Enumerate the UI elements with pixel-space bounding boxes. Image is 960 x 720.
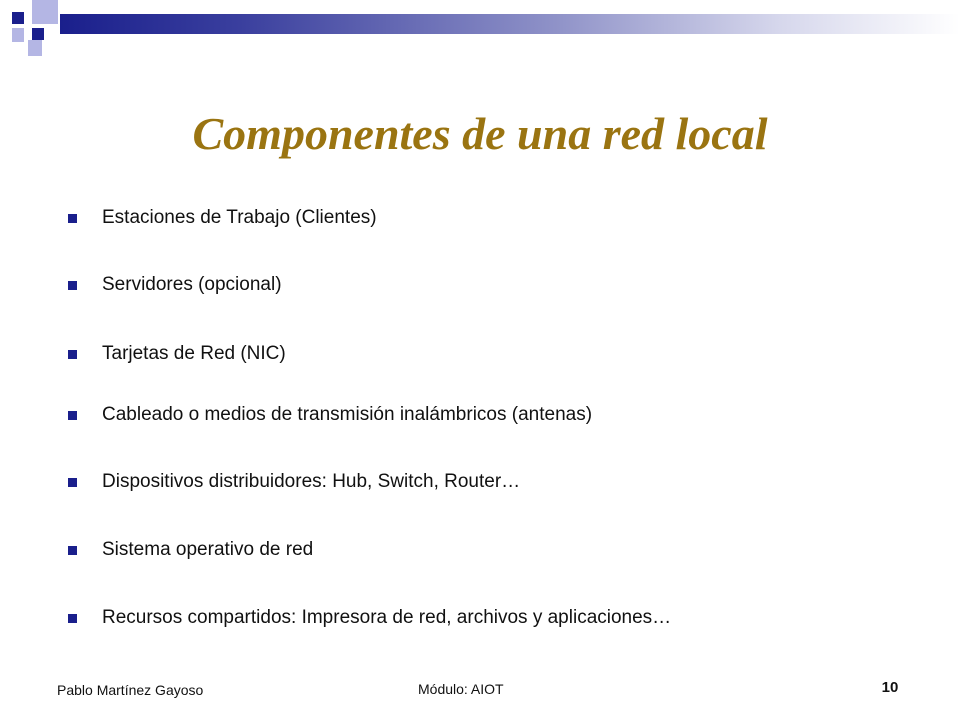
page-number: 10 — [881, 679, 899, 696]
square-bullet-icon — [68, 614, 77, 623]
bullet-item — [68, 400, 592, 430]
bullet-item — [68, 467, 520, 497]
bullet-text: Cableado o medios de transmisión inalámbricos (antenas) — [102, 404, 593, 425]
bullet-text: Estaciones de Trabajo (Clientes) — [102, 207, 377, 228]
bullet-text: Servidores (opcional) — [102, 274, 282, 295]
bullet-item — [68, 535, 313, 565]
bullet-text: Sistema operativo de red — [102, 539, 314, 560]
bullet-item — [68, 203, 377, 233]
bullet-item — [68, 270, 282, 300]
bullet-text: Tarjetas de Red (NIC) — [102, 343, 286, 364]
square-bullet-icon — [68, 350, 77, 359]
bullet-item — [68, 603, 671, 633]
bullet-text: Dispositivos distribuidores: Hub, Switch, Router… — [102, 471, 521, 492]
square-bullet-icon — [68, 546, 77, 555]
slide-title: Componentes de una red local — [192, 108, 768, 159]
square-bullet-icon — [68, 478, 77, 487]
bullet-text: Recursos compartidos: Impresora de red, archivos y aplicaciones… — [102, 607, 672, 628]
square-bullet-icon — [68, 214, 77, 223]
footer-module: Módulo: AIOT — [418, 681, 504, 697]
footer-author: Pablo Martínez Gayoso — [57, 682, 204, 698]
square-bullet-icon — [68, 281, 77, 290]
bullet-item — [68, 339, 286, 369]
square-bullet-icon — [68, 411, 77, 420]
